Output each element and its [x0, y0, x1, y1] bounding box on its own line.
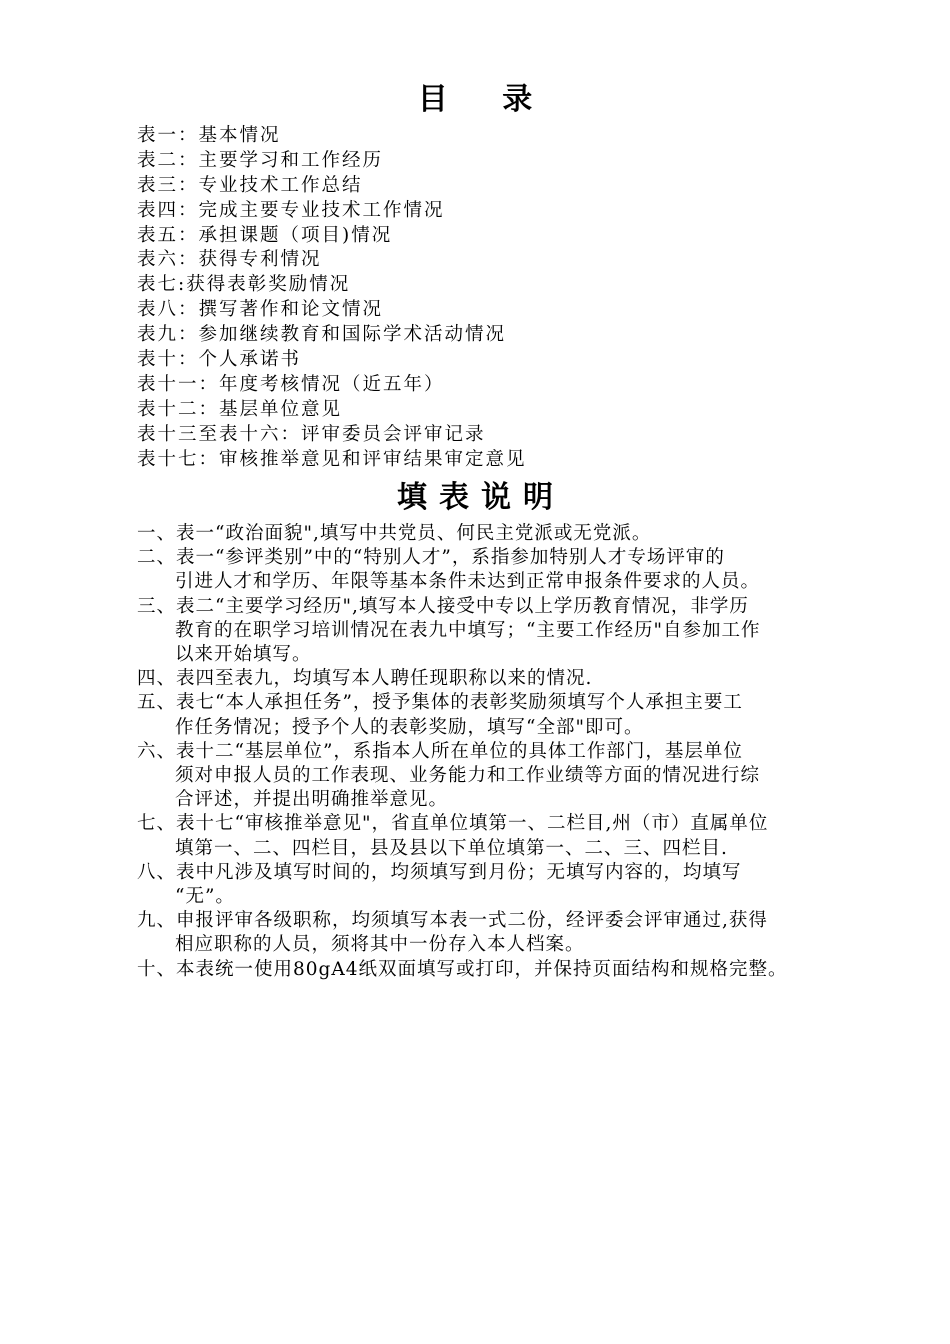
- toc-item: 表二：主要学习和工作经历: [137, 149, 384, 171]
- instruction-line: 作任务情况；授予个人的表彰奖励，填写“全部"即可。: [175, 716, 644, 738]
- instruction-line: 八、表中凡涉及填写时间的，均须填写到月份；无填写内容的，均填写: [137, 861, 742, 883]
- instruction-item-7: [137, 812, 867, 860]
- toc-item: 表九：参加继续教育和国际学术活动情况: [137, 324, 507, 346]
- toc-item: 表十一：年度考核情况（近五年）: [137, 373, 445, 395]
- instruction-item-2: [137, 546, 867, 594]
- instruction-line: “无”。: [175, 886, 235, 908]
- instruction-item-4: [137, 667, 867, 691]
- instruction-item-8: [137, 861, 867, 909]
- instruction-line: 教育的在职学习培训情况在表九中填写；“主要工作经历"自参加工作: [175, 619, 761, 641]
- toc-item: 表八：撰写著作和论文情况: [137, 299, 384, 321]
- instruction-item-3: [137, 595, 867, 668]
- instructions-list: [137, 522, 867, 982]
- toc-item: 表十三至表十六：评审委员会评审记录: [137, 423, 486, 445]
- instruction-line: 一、表一“政治面貌",填写中共党员、何民主党派或无党派。: [137, 523, 652, 544]
- instruction-item-5: [137, 691, 867, 739]
- toc-item: 表三：专业技术工作总结: [137, 174, 363, 196]
- instruction-line: 引进人才和学历、年限等基本条件未达到正常申报条件要求的人员。: [175, 571, 761, 593]
- toc-item: 表十：个人承诺书: [137, 349, 302, 371]
- toc-list: [137, 124, 527, 472]
- instruction-item-6: [137, 740, 867, 813]
- instruction-line: 须对申报人员的工作表现、业务能力和工作业绩等方面的情况进行综: [175, 765, 761, 787]
- toc-item: 表六：获得专利情况: [137, 249, 322, 271]
- instruction-line: 四、表四至表九，均填写本人聘任现职称以来的情况.: [137, 668, 593, 690]
- toc-item: 表七:获得表彰奖励情况: [137, 274, 351, 296]
- instruction-item-10: [137, 958, 867, 982]
- instruction-item-1: [137, 522, 867, 546]
- instruction-line: 填第一、二、四栏目，县及县以下单位填第一、二、三、四栏目.: [175, 837, 728, 859]
- toc-item: 表五：承担课题（项目)情况: [137, 224, 393, 246]
- toc-item: 表一：基本情况: [137, 125, 281, 146]
- toc-item: 表十七：审核推举意见和评审结果审定意见: [137, 448, 527, 470]
- instruction-line: 六、表十二“基层单位”，系指本人所在单位的具体工作部门，基层单位: [137, 740, 743, 762]
- instruction-line: 九、申报评审各级职称，均须填写本表一式二份，经评委会评审通过,获得: [137, 910, 768, 932]
- instruction-line: 相应职称的人员，须将其中一份存入本人档案。: [175, 934, 585, 956]
- instruction-line: 合评述，并提出明确推举意见。: [175, 789, 449, 811]
- instruction-line: 三、表二“主要学习经历",填写本人接受中专以上学历教育情况，非学历: [137, 595, 749, 617]
- instruction-line: 七、表十七“审核推举意见"，省直单位填第一、二栏目,州（市）直属单位: [137, 813, 769, 835]
- instruction-line: 五、表七“本人承担任务”，授予集体的表彰奖励须填写个人承担主要工: [137, 692, 743, 714]
- toc-title: 目 录: [417, 82, 555, 117]
- instruction-item-9: [137, 909, 867, 957]
- instruction-line: 以来开始填写。: [175, 644, 312, 666]
- toc-item: 表十二：基层单位意见: [137, 398, 343, 420]
- instruction-line: 十、本表统一使用80gA4纸双面填写或打印，并保持页面结构和规格完整。: [137, 958, 788, 980]
- toc-item: 表四：完成主要专业技术工作情况: [137, 199, 445, 221]
- instructions-title: 填表说明: [397, 480, 565, 515]
- instruction-line: 二、表一“参评类别”中的“特别人才”，系指参加特别人才专场评审的: [137, 547, 725, 569]
